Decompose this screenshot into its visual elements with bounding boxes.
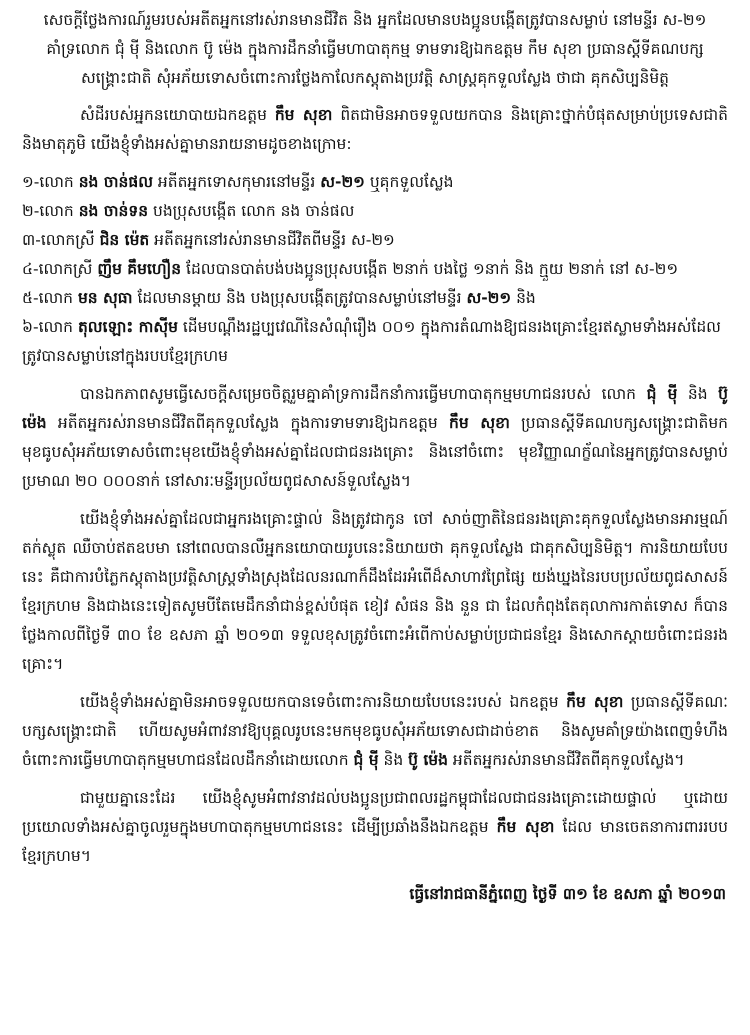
paragraph-text: ប្រធានស្តីទីគណបក្សសង្គ្រោះជាតិមកមុខធូបសុំអភ័យទោសចំពោះមុខយើងខ្ញុំទាំងអស់គ្នាដែលជាជនរងគ្រោះ និងនៅចំពោះ មុខវិញ្ញាណក្ខ័ណនៃអ្នកត្រូវបានសម្លាប់ប្រមាណ ២០ ០០០នាក់ នៅសារៈមន្ទីរប្រល័យពូជសាសន៍ទួលស្លែង។ xyxy=(22,414,728,490)
statement-title: សេចក្តីថ្លែងការណ៍រួមរបស់អតីតអ្នកនៅរស់រានមានជីវិត និង អ្នកដែលមានបងប្អូនបង្កើតត្រូវបានសម្លាប់ នៅមន្ទីរ ស-២១ គាំទ្រលោក ជុំ ម៉ី និងលោក ប៊ូ ម៉េង ក្នុងការដឹកនាំធ្វើមហាបាតុកម្ម ទាមទារឱ្យឯកឧត្តម កឹម សុខា ប្រធានស្តីទីគណបក្សសង្គ្រោះជាតិ សុំអភ័យទោសចំពោះការថ្លែងកាលែកស្តុតាងប្រវត្តិ សាស្ត្រគុកទួលស្លែង ថាជា គុកសិប្បនិមិត្ត xyxy=(43,11,707,87)
intro-text: ពិតជាមិនអាចទទួលយកបាន និងគ្រោះថ្នាក់បំផុតសម្រាប់ប្រទេសជាតិ និងមាតុភូមិ យើងខ្ញុំទាំងអស់គ្នាមានរាយនាមដូចខាងក្រោម: xyxy=(22,106,729,153)
item-desc: ដែលបានបាត់បង់បងប្អូនប្រុសបង្កើត ២នាក់ បងថ្លៃ ១នាក់ និង ក្មួយ ២នាក់ នៅ ស-២១ xyxy=(181,260,679,278)
appeal-paragraph xyxy=(22,784,728,871)
item-desc: អតីតអ្នកទោសកុមារនៅមន្ទីរ xyxy=(152,173,321,191)
signatory-item xyxy=(22,313,728,371)
paragraph-text: ប្រធានស្តីទីគណៈបក្សសង្គ្រោះជាតិ ហើយសូមអំពាវនាវឱ្យបុគ្គលរូបនេះមកមុខធូបសុំអភ័យទោសជាដាច់ខាត និងសូមគាំទ្រយ៉ាងពេញទំហឹងចំពោះការធ្វើមហាបាតុកម្មមហាជនដែលដឹកនាំដោយលោក xyxy=(22,693,728,769)
item-prefix: ៦-លោក xyxy=(22,318,78,336)
bold-name: ញឹម គឹមហឿន xyxy=(97,260,182,278)
bold-name: កឹម សុខា xyxy=(274,106,333,124)
place-date-signature: ធ្វើនៅរាជធានីភ្នំពេញ ថ្ងៃទី ៣១ ខែ ឧសភា ឆ្នាំ ២០១៣ xyxy=(409,885,726,903)
intro-paragraph xyxy=(22,101,728,159)
signatory-list xyxy=(22,168,728,371)
bold-name: កឹម សុខា xyxy=(449,414,510,432)
bold-name: នង ចាន់ទន xyxy=(78,202,149,220)
item-prefix: ១-លោក xyxy=(22,173,79,191)
signatory-item xyxy=(22,226,728,255)
bold-name: ជិន ម៉េត xyxy=(99,231,150,249)
item-prefix: ២-លោក xyxy=(22,202,79,220)
signatory-item xyxy=(22,284,728,313)
paragraph-text: បានឯកភាពសូមធ្វើសេចក្តីសម្រេចចិត្តរួមគ្នាគាំទ្រការដឹកនាំការធ្វើមហាបាតុកម្មមហាជនរបស់ លោក xyxy=(80,385,647,403)
victims-paragraph: យើងខ្ញុំទាំងអស់គ្នាដែលជាអ្នករងគ្រោះផ្ទាល់ និងត្រូវជាកូន ចៅ សាច់ញាតិនៃជនរងគ្រោះគុកទួលស្លែងមានអារម្មណ៍តក់ស្លុត ឈឺចាប់ឥតឧបមា នៅពេលបានលឺអ្នកនយោបាយរូបនេះនិយាយថា គុកទួលស្លែង ជាគុកសិប្បនិមិត្ត។ ការនិយាយបែបនេះ គឺជាការបំភ្លៃកស្តុតាងប្រវត្តិសាស្ត្រទាំងស្រុងដែលនរណាក៏ដឹងដែរអំពើដ៏សាហាវព្រៃផ្សៃ យង់ឃ្នងនៃរបបប្រល័យពូជសាសន៍ខ្មែរក្រហម និងជាងនេះទៀតសូមបីតែមេដឹកនាំជាន់ខ្ពស់បំផុត ខៀវ សំផន និង នួន ជា ដែលកំពុងតែតុលាការកាត់ទោស ក៏បានថ្លែងកាលពីថ្ងៃទី ៣០ ខែ ឧសភា ឆ្នាំ ២០១៣ ទទួលខុសត្រូវចំពោះអំពើកាប់សម្លាប់ប្រជាជនខ្មែរ និងសោកស្តាយចំពោះជនរងគ្រោះ។ xyxy=(22,510,728,673)
paragraph-text: អតីតអ្នករស់រានមានជីវិតពីគុកទួលស្លែង ក្នុងការទាមទារឱ្យឯកឧត្តម xyxy=(46,414,449,432)
paragraph-text: អតីតអ្នករស់រានមានជីវិតពីគុកទួលស្លែង។ xyxy=(447,751,685,769)
item-desc: ដែលមានម្តាយ និង បងប្រុសបង្កើតត្រូវបានសម្លាប់នៅមន្ទីរ xyxy=(132,289,467,307)
bold-name: ជុំ ម៉ី xyxy=(353,751,379,769)
bold-ref: ស-២១ xyxy=(320,173,365,191)
item-tail: និង xyxy=(511,289,536,307)
item-tail: ឬគុកទួលស្លែង xyxy=(364,173,454,191)
item-desc: ដើមបណ្តឹងរដ្ឋប្បវេណីនៃសំណុំរឿង ០០១ ក្នុងការតំណាងឱ្យជនរងគ្រោះខ្មែរឥស្លាមទាំងអស់ដែលត្រូវបានសម្លាប់នៅក្នុងរបបខ្មែរក្រហម xyxy=(22,318,721,365)
signatory-item xyxy=(22,197,728,226)
paragraph-text: យើងខ្ញុំទាំងអស់គ្នាមិនអាចទទួលយកបានទេចំពោះការនិយាយបែបនេះរបស់ ឯកឧត្តម xyxy=(80,693,567,711)
bold-name: មន សុធា xyxy=(77,289,133,307)
paragraph-text: ជាមួយគ្នានេះដែរ យើងខ្ញុំសូមអំពាវនាវដល់បងប្អូនប្រជាពលរដ្ឋកម្ពុជាដែលជាជនរងគ្រោះដោយផ្ទាល់ ឬដោយប្រយោលទាំងអស់គ្នាចូលរួមក្នុងមហាបាតុកម្មមហាជននេះ ដើម្បីប្រឆាំងនឹងឯកឧត្តម xyxy=(22,789,728,836)
intro-text: សំដីរបស់អ្នកនយោបាយឯកឧត្តម xyxy=(80,106,275,124)
paragraph-text: និង xyxy=(677,385,719,403)
bold-name: កឹម សុខា xyxy=(566,693,624,711)
bold-ref: ស-២១ xyxy=(466,289,512,307)
paragraph-text: និង xyxy=(378,751,409,769)
support-paragraph xyxy=(22,380,728,496)
rejection-paragraph xyxy=(22,688,728,775)
bold-name: ប៊ូ ម៉េង xyxy=(408,751,448,769)
bold-name: ជុំ ម៉ី xyxy=(646,385,678,403)
bold-name: កឹម សុខា xyxy=(496,818,555,836)
bold-name: ប៊ូ ម៉េង xyxy=(22,385,728,432)
item-prefix: ៥-លោក xyxy=(22,289,78,307)
item-prefix: ៤-លោកស្រី xyxy=(22,260,98,278)
bold-name: នង ចាន់ផល xyxy=(78,173,153,191)
signatory-item xyxy=(22,255,728,284)
signatory-item xyxy=(22,168,728,197)
item-desc: អតីតអ្នកនៅរស់រានមានជីវិតពីមន្ទីរ ស-២១ xyxy=(149,231,395,249)
paragraph-text: ដែល មានចេតនាការពាររបបខ្មែរក្រហម។ xyxy=(22,818,728,865)
bold-name: តុលឡោះ កាស៊ីម xyxy=(77,318,178,336)
item-desc: បងប្រុសបង្កើត លោក នង ចាន់ផល xyxy=(148,202,355,220)
item-prefix: ៣-លោកស្រី xyxy=(22,231,100,249)
